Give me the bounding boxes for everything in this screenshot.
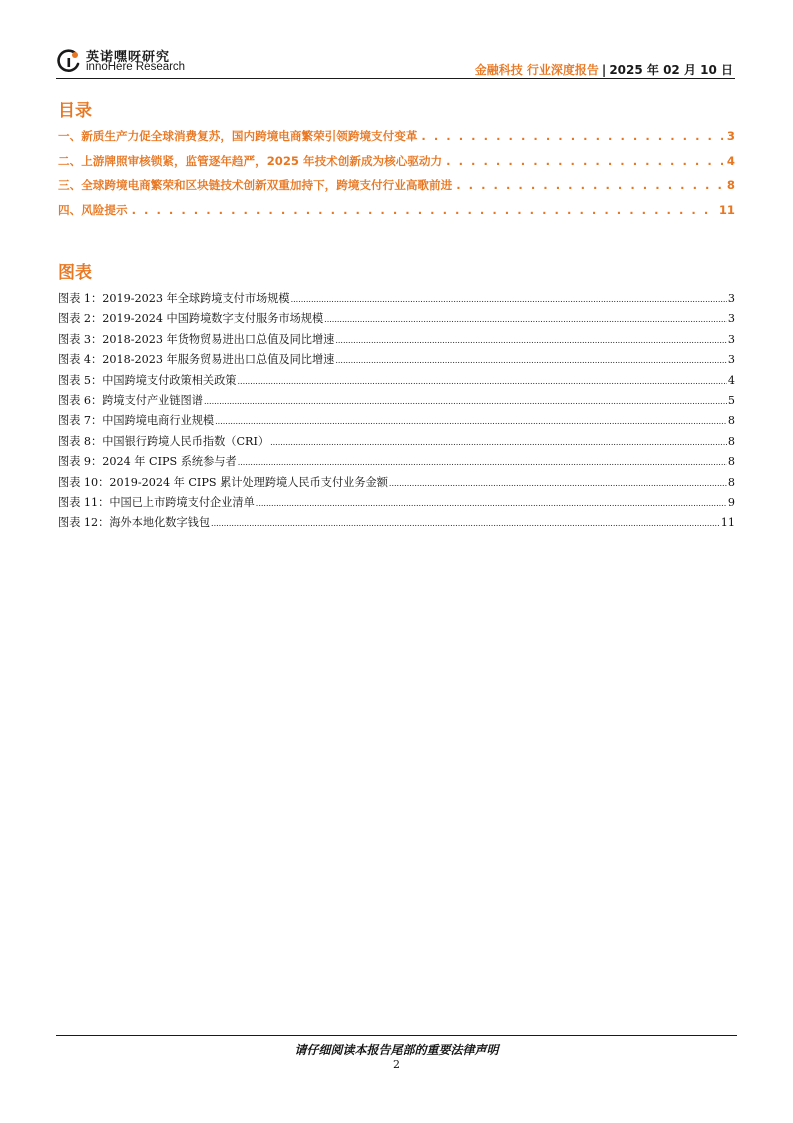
leader-dots — [335, 356, 727, 365]
legal-notice: 请仔细阅读本报告尾部的重要法律声明 — [294, 1043, 499, 1057]
figure-entry[interactable] — [58, 351, 735, 371]
figure-entry[interactable] — [58, 494, 735, 514]
figure-entry[interactable] — [58, 372, 735, 392]
page-number: 2 — [393, 1058, 400, 1071]
leader-dots — [389, 479, 727, 488]
report-category: 金融科技 行业深度报告 — [474, 63, 599, 77]
figure-entry[interactable] — [58, 433, 735, 453]
logo-mark-icon — [56, 48, 82, 74]
figure-entry[interactable] — [58, 412, 735, 432]
header-separator: | — [601, 63, 607, 77]
leader-dots — [215, 417, 727, 426]
figure-entry[interactable] — [58, 392, 735, 412]
figure-entry-text: 图表 2：2019-2024 中国跨境数字支付服务市场规模 — [58, 312, 324, 326]
figure-entry-page: 8 — [727, 414, 735, 428]
toc-entry-page: 11 — [718, 202, 735, 217]
toc-entry-text: 一、新质生产力促全球消费复苏，国内跨境电商繁荣引领跨境支付变革 — [58, 129, 418, 143]
toc-entry-text: 四、风险提示 — [58, 202, 128, 217]
toc-entry-page: 4 — [726, 153, 735, 168]
figure-entry-page: 11 — [720, 516, 735, 530]
list-of-figures — [58, 290, 735, 535]
figure-entry-page: 3 — [727, 312, 735, 326]
toc-title: 目录 — [58, 101, 92, 121]
table-of-contents — [58, 128, 735, 226]
figure-entry-text: 图表 7：中国跨境电商行业规模 — [58, 414, 215, 428]
figure-entry-text: 图表 5：中国跨境支付政策相关政策 — [58, 373, 237, 387]
footer-divider — [56, 1035, 737, 1036]
figure-entry-text: 图表 1：2019-2023 年全球跨境支付市场规模 — [58, 292, 290, 305]
leader-dots — [270, 438, 727, 447]
toc-entry-text: 二、上游牌照审核锁紧，监管逐年趋严，2025 年技术创新成为核心驱动力 — [58, 153, 443, 168]
toc-entry-text: 三、全球跨境电商繁荣和区块链技术创新双重加持下，跨境支付行业高歌前进 — [58, 178, 453, 192]
report-date: 2025 年 02 月 10 日 — [609, 63, 733, 77]
figure-entry-page: 3 — [727, 332, 735, 346]
figure-entry-text: 图表 6：跨境支付产业链图谱 — [58, 393, 203, 407]
leader-dots — [132, 203, 715, 217]
leader-dots — [238, 458, 727, 467]
figure-entry-text: 图表 11：中国已上市跨境支付企业清单 — [58, 495, 255, 509]
leader-dots — [421, 129, 723, 143]
figure-entry-text: 图表 9：2024 年 CIPS 系统参与者 — [58, 455, 237, 469]
company-logo — [56, 46, 256, 76]
figure-entry-page: 3 — [727, 292, 735, 305]
figures-title: 图表 — [58, 263, 92, 283]
leader-dots — [324, 315, 727, 324]
figure-entry-page: 5 — [727, 393, 735, 407]
leader-dots — [204, 397, 727, 406]
figure-entry-page: 8 — [727, 475, 735, 489]
leader-dots — [238, 377, 727, 386]
toc-entry[interactable] — [58, 177, 735, 202]
figure-entry-text: 图表 8：中国银行跨境人民币指数（CRI） — [58, 434, 270, 448]
figure-entry[interactable] — [58, 474, 735, 494]
toc-entry[interactable] — [58, 153, 735, 178]
figure-entry-text: 图表 10：2019-2024 年 CIPS 累计处理跨境人民币支付业务金额 — [58, 475, 388, 489]
leader-dots — [446, 154, 723, 168]
leader-dots — [456, 178, 723, 192]
leader-dots — [256, 499, 727, 508]
figure-entry-page: 9 — [727, 495, 735, 509]
figure-entry[interactable] — [58, 514, 735, 534]
figure-entry[interactable] — [58, 290, 735, 310]
toc-entry-page: 8 — [726, 178, 735, 192]
figure-entry-text: 图表 3：2018-2023 年货物贸易进出口总值及同比增速 — [58, 332, 335, 346]
figure-entry[interactable] — [58, 453, 735, 473]
leader-dots — [211, 519, 720, 528]
header-divider — [56, 78, 735, 79]
figure-entry-text: 图表 12：海外本地化数字钱包 — [58, 516, 211, 530]
toc-entry[interactable] — [58, 128, 735, 153]
logo-english-name: innoHere Research — [86, 61, 186, 73]
toc-entry-page: 3 — [726, 129, 735, 143]
figure-entry-page: 4 — [727, 373, 735, 387]
leader-dots — [291, 295, 727, 304]
figure-entry-page: 8 — [727, 455, 735, 469]
leader-dots — [335, 336, 727, 345]
toc-entry[interactable] — [58, 202, 735, 227]
logo-chinese-name: 英诺嘿呀研究 — [86, 50, 171, 65]
report-header-info — [475, 61, 733, 78]
figure-entry-text: 图表 4：2018-2023 年服务贸易进出口总值及同比增速 — [58, 353, 335, 367]
figure-entry[interactable] — [58, 331, 735, 351]
figure-entry-page: 3 — [727, 353, 735, 367]
figure-entry[interactable] — [58, 310, 735, 330]
figure-entry-page: 8 — [727, 434, 735, 448]
